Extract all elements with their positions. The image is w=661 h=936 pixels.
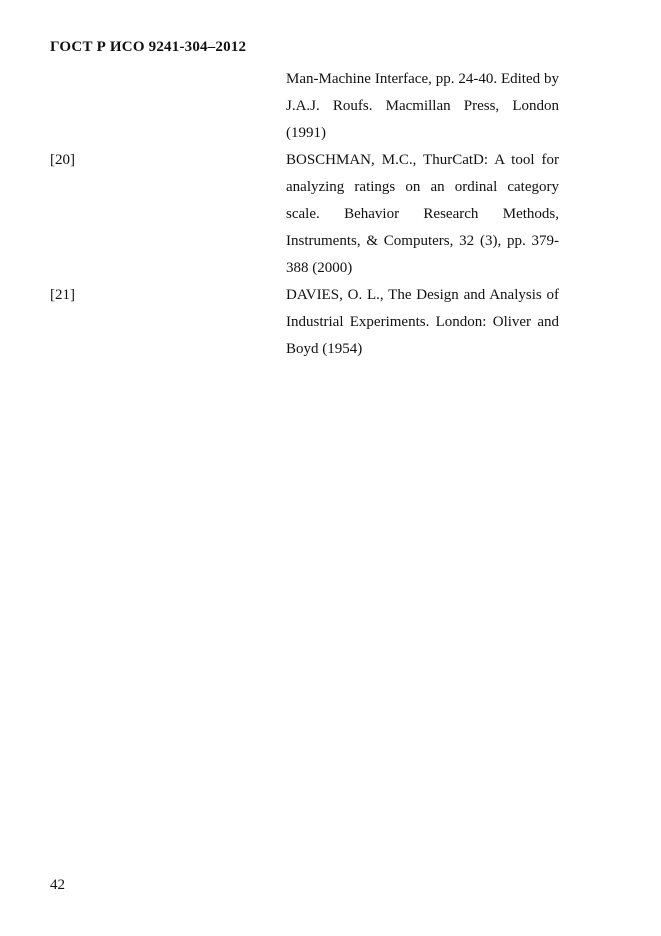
reference-text: DAVIES, O. L., The Design and Analysis of Industrial Experiments. London: Oliver and Boyd (1954) [286,287,559,357]
reference-number: [20] [50,152,75,168]
document-header: ГОСТ Р ИСО 9241-304–2012 [50,39,247,55]
reference-entry-continued [0,66,661,147]
reference-number: [21] [50,287,75,303]
reference-entry-20 [0,147,661,282]
page-number: 42 [50,877,65,893]
reference-text: BOSCHMAN, M.C., ThurCatD: A tool for analyzing ratings on an ordinal category scale. Behavior Research Methods, Instruments, & Computers, 32 (3), pp. 379-388 (2000) [286,152,559,276]
reference-text: Man-Machine Interface, pp. 24-40. Edited by J.A.J. Roufs. Macmillan Press, London (1991) [286,71,559,141]
reference-list [0,66,661,363]
reference-entry-21 [0,282,661,363]
